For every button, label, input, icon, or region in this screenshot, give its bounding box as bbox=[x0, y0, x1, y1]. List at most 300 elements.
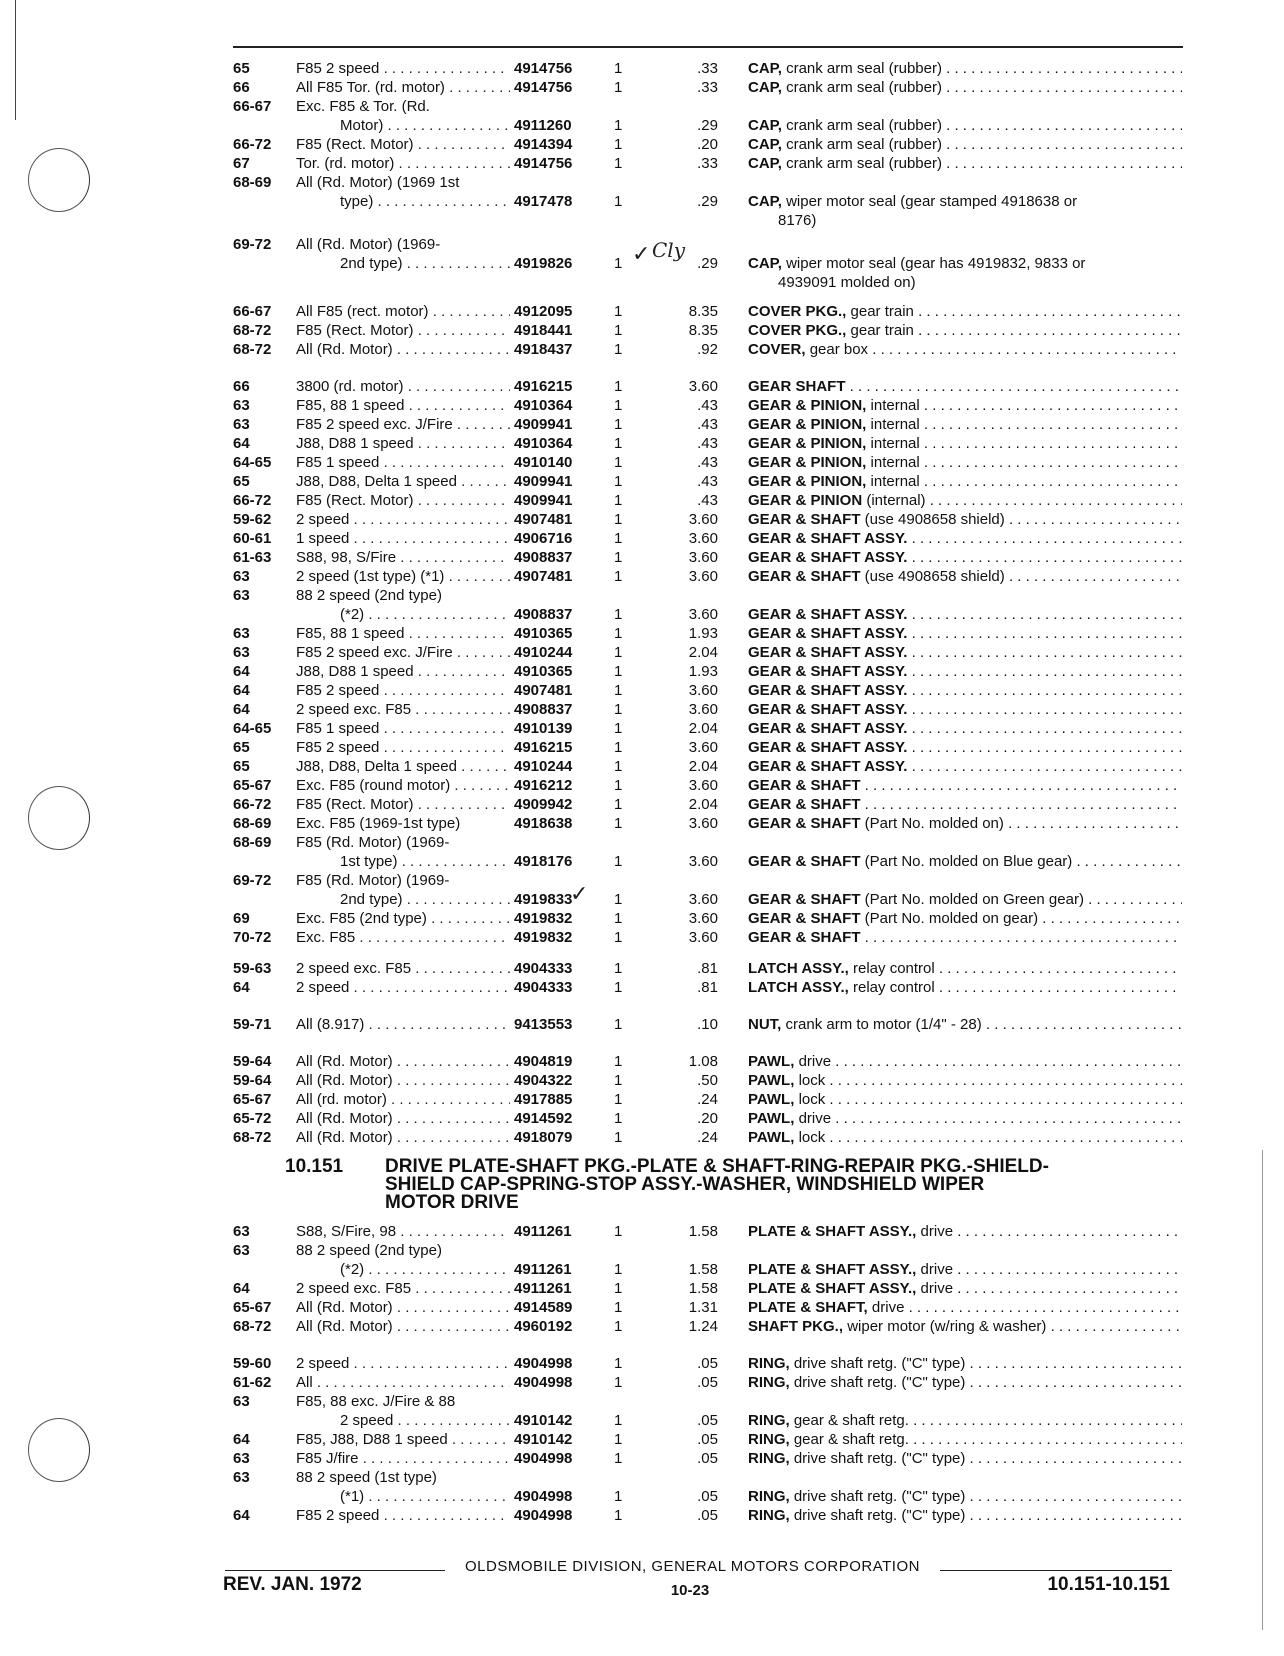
part-number: 4918176 bbox=[514, 853, 573, 870]
model-text: F85, J88, D88 1 speed bbox=[296, 1431, 448, 1448]
model-application bbox=[296, 396, 510, 415]
part-detail: drive . . . bbox=[921, 1261, 1182, 1278]
model-application bbox=[296, 1090, 510, 1109]
model-application bbox=[340, 605, 510, 624]
part-description bbox=[748, 624, 1182, 643]
price: .24 bbox=[697, 1091, 718, 1108]
part-number: 4904998 bbox=[514, 1374, 573, 1391]
part-number: 4910244 bbox=[514, 758, 573, 775]
price: 1.31 bbox=[688, 1299, 718, 1316]
part-name: GEAR & PINION, bbox=[748, 454, 867, 471]
part-detail bbox=[907, 625, 1182, 642]
quantity: 1 bbox=[614, 378, 623, 395]
part-description bbox=[748, 852, 1182, 871]
part-detail: (use 4908658 shield) . . . bbox=[865, 568, 1182, 585]
year-range: 68-69 bbox=[233, 174, 272, 191]
part-description bbox=[748, 1487, 1182, 1506]
year-range: 66-67 bbox=[233, 98, 272, 115]
part-number: 4960192 bbox=[514, 1318, 573, 1335]
table-row bbox=[0, 1430, 1284, 1449]
quantity: 1 bbox=[614, 1261, 623, 1278]
part-detail bbox=[907, 739, 1182, 756]
table-row bbox=[0, 116, 1284, 135]
table-row bbox=[0, 548, 1284, 567]
year-range: 64 bbox=[233, 682, 250, 699]
price: 1.08 bbox=[688, 1053, 718, 1070]
part-detail bbox=[861, 929, 1183, 946]
part-number: 4904998 bbox=[514, 1488, 573, 1505]
model-application bbox=[296, 567, 510, 586]
part-number: 4904322 bbox=[514, 1072, 573, 1089]
part-number: 4916215 bbox=[514, 739, 573, 756]
part-number: 4914592 bbox=[514, 1110, 573, 1127]
part-name: GEAR & SHAFT bbox=[748, 910, 861, 927]
year-range: 59-62 bbox=[233, 511, 272, 528]
part-name: RING, bbox=[748, 1450, 790, 1467]
model-application bbox=[296, 1373, 510, 1392]
quantity: 1 bbox=[614, 136, 623, 153]
quantity: 1 bbox=[614, 758, 623, 775]
year-range: 65 bbox=[233, 473, 250, 490]
part-detail: crank arm seal (rubber) . . . bbox=[786, 79, 1182, 96]
part-number: 4910142 bbox=[514, 1431, 573, 1448]
table-row bbox=[0, 1468, 1284, 1487]
model-application bbox=[340, 852, 510, 871]
table-row bbox=[0, 890, 1284, 909]
quantity: 1 bbox=[614, 511, 623, 528]
quantity: 1 bbox=[614, 606, 623, 623]
quantity: 1 bbox=[614, 79, 623, 96]
model-text: 2 speed exc. F85 bbox=[296, 960, 412, 977]
model-text: 88 2 speed (1st type) bbox=[296, 1469, 437, 1486]
model-application bbox=[296, 700, 510, 719]
model-application bbox=[296, 833, 510, 852]
model-application bbox=[296, 909, 510, 928]
year-range: 70-72 bbox=[233, 929, 272, 946]
model-text: All (Rd. Motor) bbox=[296, 341, 393, 358]
table-row bbox=[0, 1109, 1284, 1128]
price: 3.60 bbox=[688, 891, 718, 908]
model-text: Exc. F85 (2nd type) bbox=[296, 910, 427, 927]
part-name: GEAR & SHAFT ASSY. bbox=[748, 758, 908, 775]
price: 1.58 bbox=[688, 1223, 718, 1240]
model-application bbox=[340, 1260, 510, 1279]
model-application bbox=[296, 154, 510, 173]
table-row bbox=[0, 978, 1284, 997]
model-application bbox=[296, 1317, 510, 1336]
model-application bbox=[296, 1430, 510, 1449]
part-name: GEAR & SHAFT bbox=[748, 891, 861, 908]
part-number: 4904998 bbox=[514, 1355, 573, 1372]
table-row bbox=[0, 321, 1284, 340]
model-application bbox=[296, 1222, 510, 1241]
part-description bbox=[748, 605, 1182, 624]
price: .20 bbox=[697, 136, 718, 153]
table-row bbox=[0, 1411, 1284, 1430]
model-text: J88, D88, Delta 1 speed bbox=[296, 473, 457, 490]
part-name: RING, bbox=[748, 1507, 790, 1524]
price: .05 bbox=[697, 1431, 718, 1448]
quantity: 1 bbox=[614, 193, 623, 210]
part-number: 4910365 bbox=[514, 663, 573, 680]
price: .29 bbox=[697, 193, 718, 210]
part-name: GEAR & PINION, bbox=[748, 435, 867, 452]
part-number: 4904333 bbox=[514, 979, 573, 996]
part-description bbox=[748, 1373, 1182, 1392]
price: 3.60 bbox=[688, 378, 718, 395]
model-application bbox=[296, 173, 510, 192]
part-name: CAP, bbox=[748, 136, 782, 153]
part-name: GEAR & SHAFT bbox=[748, 511, 861, 528]
model-application bbox=[296, 1392, 510, 1411]
part-detail: gear & shaft retg. . . . bbox=[794, 1412, 1182, 1429]
model-text: 2 speed bbox=[296, 511, 350, 528]
year-range: 59-63 bbox=[233, 960, 272, 977]
quantity: 1 bbox=[614, 416, 623, 433]
quantity: 1 bbox=[614, 625, 623, 642]
model-text: Motor) bbox=[340, 117, 384, 134]
table-row bbox=[0, 154, 1284, 173]
part-number: 4907481 bbox=[514, 682, 573, 699]
part-name: GEAR & SHAFT ASSY. bbox=[748, 606, 908, 623]
model-text: Exc. F85 & Tor. (Rd. bbox=[296, 98, 430, 115]
part-description bbox=[748, 776, 1182, 795]
table-row bbox=[0, 340, 1284, 359]
part-detail: (use 4908658 shield) . . . bbox=[865, 511, 1182, 528]
part-description bbox=[778, 273, 1182, 292]
year-range: 59-64 bbox=[233, 1053, 272, 1070]
part-name: PAWL, bbox=[748, 1110, 795, 1127]
year-range: 60-61 bbox=[233, 530, 272, 547]
part-number: 4914394 bbox=[514, 136, 573, 153]
part-name: GEAR & SHAFT bbox=[748, 796, 861, 813]
part-number: 4907481 bbox=[514, 511, 573, 528]
model-text: F85 2 speed bbox=[296, 1507, 380, 1524]
part-name: RING, bbox=[748, 1488, 790, 1505]
part-name: COVER PKG., bbox=[748, 303, 847, 320]
part-number: 4911261 bbox=[514, 1223, 572, 1240]
part-name: GEAR & SHAFT bbox=[748, 568, 861, 585]
price: 3.60 bbox=[688, 815, 718, 832]
model-application bbox=[296, 624, 510, 643]
part-detail: wiper motor seal (gear stamped 4918638 or bbox=[786, 193, 1078, 210]
table-row bbox=[0, 1449, 1284, 1468]
price: .43 bbox=[697, 492, 718, 509]
table-row bbox=[0, 1128, 1284, 1147]
part-name: CAP, bbox=[748, 255, 782, 272]
price: .33 bbox=[697, 79, 718, 96]
model-application bbox=[296, 795, 510, 814]
model-application bbox=[296, 415, 510, 434]
year-range: 64 bbox=[233, 435, 250, 452]
part-description bbox=[748, 340, 1182, 359]
price: .43 bbox=[697, 435, 718, 452]
price: 3.60 bbox=[688, 549, 718, 566]
table-row bbox=[0, 1052, 1284, 1071]
part-name: CAP, bbox=[748, 117, 782, 134]
part-detail: gear train . . . bbox=[851, 303, 1182, 320]
part-detail: (Part No. molded on gear) . . . bbox=[865, 910, 1182, 927]
table-row bbox=[0, 173, 1284, 192]
quantity: 1 bbox=[614, 910, 623, 927]
part-number: 9413553 bbox=[514, 1016, 573, 1033]
model-text: 2 speed bbox=[340, 1412, 394, 1429]
part-number: 4912095 bbox=[514, 303, 573, 320]
part-detail bbox=[907, 720, 1182, 737]
part-number: 4904819 bbox=[514, 1053, 573, 1070]
year-range: 64 bbox=[233, 1280, 250, 1297]
part-description bbox=[748, 719, 1182, 738]
price: .05 bbox=[697, 1450, 718, 1467]
table-row bbox=[0, 700, 1284, 719]
price: .43 bbox=[697, 454, 718, 471]
part-number: 4909941 bbox=[514, 473, 573, 490]
price: .29 bbox=[697, 255, 718, 272]
model-text: 2 speed (1st type) (*1) bbox=[296, 568, 445, 585]
table-row bbox=[0, 1279, 1284, 1298]
model-text: 1st type) bbox=[340, 853, 398, 870]
year-range: 65-67 bbox=[233, 1091, 272, 1108]
model-application bbox=[296, 1071, 510, 1090]
part-description bbox=[748, 491, 1182, 510]
part-detail: wiper motor seal (gear has 4919832, 9833 or bbox=[786, 255, 1086, 272]
part-name: GEAR & SHAFT ASSY. bbox=[748, 530, 908, 547]
part-number: 4909941 bbox=[514, 416, 573, 433]
part-detail bbox=[907, 606, 1182, 623]
part-description bbox=[748, 1052, 1182, 1071]
quantity: 1 bbox=[614, 663, 623, 680]
quantity: 1 bbox=[614, 1318, 623, 1335]
part-number: 4919826 bbox=[514, 255, 573, 272]
part-name: GEAR & PINION, bbox=[748, 473, 867, 490]
model-text: All (Rd. Motor) bbox=[296, 1072, 393, 1089]
part-number: 4914756 bbox=[514, 79, 573, 96]
model-application bbox=[296, 97, 510, 116]
quantity: 1 bbox=[614, 739, 623, 756]
model-text: F85 (Rd. Motor) (1969- bbox=[296, 872, 450, 889]
part-name: GEAR & SHAFT ASSY. bbox=[748, 625, 908, 642]
part-description bbox=[748, 700, 1182, 719]
model-application bbox=[296, 377, 510, 396]
table-row bbox=[0, 814, 1284, 833]
part-number: 4910244 bbox=[514, 644, 573, 661]
table-row bbox=[0, 795, 1284, 814]
part-detail: drive shaft retg. ("C" type) . . . bbox=[794, 1355, 1182, 1372]
price: 3.60 bbox=[688, 929, 718, 946]
part-description bbox=[748, 662, 1182, 681]
part-name: GEAR SHAFT bbox=[748, 378, 846, 395]
price: 3.60 bbox=[688, 777, 718, 794]
section-range: 10.151-10.151 bbox=[1047, 1574, 1170, 1595]
part-name: GEAR & PINION, bbox=[748, 416, 867, 433]
price: 2.04 bbox=[688, 720, 718, 737]
part-name: GEAR & SHAFT ASSY. bbox=[748, 701, 908, 718]
part-detail bbox=[907, 644, 1182, 661]
part-description bbox=[748, 959, 1182, 978]
quantity: 1 bbox=[614, 549, 623, 566]
part-name: CAP, bbox=[748, 193, 782, 210]
quantity: 1 bbox=[614, 341, 623, 358]
part-description bbox=[748, 757, 1182, 776]
model-text: J88, D88 1 speed bbox=[296, 663, 414, 680]
model-application bbox=[296, 434, 510, 453]
table-row bbox=[0, 719, 1284, 738]
part-description bbox=[748, 192, 1182, 211]
part-number: 4911261 bbox=[514, 1280, 572, 1297]
part-detail: relay control . . . bbox=[853, 979, 1182, 996]
part-name: PAWL, bbox=[748, 1072, 795, 1089]
year-range: 66 bbox=[233, 79, 250, 96]
model-application bbox=[296, 321, 510, 340]
price: .10 bbox=[697, 1016, 718, 1033]
year-range: 68-72 bbox=[233, 322, 272, 339]
table-row bbox=[0, 624, 1284, 643]
year-range: 63 bbox=[233, 416, 250, 433]
part-number: 4919832 bbox=[514, 929, 573, 946]
part-detail: gear train . . . bbox=[851, 322, 1182, 339]
part-detail: drive shaft retg. ("C" type) . . . bbox=[794, 1507, 1182, 1524]
part-name: COVER PKG., bbox=[748, 322, 847, 339]
year-range: 66 bbox=[233, 378, 250, 395]
part-detail: wiper motor (w/ring & washer) . . . bbox=[847, 1318, 1182, 1335]
model-text: All (8.917) bbox=[296, 1016, 365, 1033]
part-detail: drive . . . bbox=[799, 1053, 1182, 1070]
year-range: 59-64 bbox=[233, 1072, 272, 1089]
part-detail: (Part No. molded on Green gear) . . . bbox=[865, 891, 1182, 908]
year-range: 68-72 bbox=[233, 341, 272, 358]
year-range: 65-67 bbox=[233, 777, 272, 794]
part-number: 4916215 bbox=[514, 378, 573, 395]
quantity: 1 bbox=[614, 530, 623, 547]
year-range: 66-72 bbox=[233, 796, 272, 813]
model-text: F85, 88 1 speed bbox=[296, 625, 405, 642]
table-row bbox=[0, 586, 1284, 605]
part-name: GEAR & SHAFT bbox=[748, 815, 861, 832]
model-application bbox=[296, 814, 510, 833]
table-row bbox=[0, 78, 1284, 97]
price: .05 bbox=[697, 1412, 718, 1429]
part-description bbox=[748, 814, 1182, 833]
model-application bbox=[296, 548, 510, 567]
price: .43 bbox=[697, 397, 718, 414]
table-row bbox=[0, 453, 1284, 472]
model-application bbox=[296, 1015, 510, 1034]
quantity: 1 bbox=[614, 1072, 623, 1089]
table-row bbox=[0, 643, 1284, 662]
part-description bbox=[748, 321, 1182, 340]
quantity: 1 bbox=[614, 568, 623, 585]
price: 1.58 bbox=[688, 1280, 718, 1297]
model-application bbox=[296, 135, 510, 154]
part-name: GEAR & PINION, bbox=[748, 397, 867, 414]
part-name: GEAR & SHAFT bbox=[748, 929, 861, 946]
part-name: PAWL, bbox=[748, 1091, 795, 1108]
table-row bbox=[0, 302, 1284, 321]
quantity: 1 bbox=[614, 701, 623, 718]
price: 3.60 bbox=[688, 701, 718, 718]
quantity: 1 bbox=[614, 1091, 623, 1108]
model-text: F85 (Rect. Motor) bbox=[296, 322, 414, 339]
part-number: 4908837 bbox=[514, 549, 573, 566]
table-row bbox=[0, 1071, 1284, 1090]
table-row bbox=[0, 1222, 1284, 1241]
model-application bbox=[296, 1298, 510, 1317]
quantity: 1 bbox=[614, 720, 623, 737]
table-row bbox=[0, 567, 1284, 586]
part-description bbox=[748, 472, 1182, 491]
year-range: 63 bbox=[233, 1469, 250, 1486]
quantity: 1 bbox=[614, 644, 623, 661]
model-application bbox=[296, 978, 510, 997]
quantity: 1 bbox=[614, 815, 623, 832]
part-name: RING, bbox=[748, 1355, 790, 1372]
price: 3.60 bbox=[688, 530, 718, 547]
part-name: GEAR & SHAFT ASSY. bbox=[748, 682, 908, 699]
part-name: PLATE & SHAFT ASSY., bbox=[748, 1280, 917, 1297]
price: .92 bbox=[697, 341, 718, 358]
year-range: 66-72 bbox=[233, 492, 272, 509]
model-application bbox=[296, 453, 510, 472]
model-text: F85 (Rect. Motor) bbox=[296, 492, 414, 509]
model-application bbox=[340, 116, 510, 135]
year-range: 68-69 bbox=[233, 815, 272, 832]
part-description bbox=[748, 529, 1182, 548]
model-text: S88, 98, S/Fire bbox=[296, 549, 397, 566]
price: .05 bbox=[697, 1507, 718, 1524]
table-row bbox=[0, 662, 1284, 681]
quantity: 1 bbox=[614, 796, 623, 813]
model-text: All F85 Tor. (rd. motor) bbox=[296, 79, 445, 96]
model-application bbox=[296, 738, 510, 757]
part-number: 4918441 bbox=[514, 322, 573, 339]
part-detail: crank arm seal (rubber) . . . bbox=[786, 117, 1182, 134]
part-detail: internal . . . bbox=[871, 454, 1182, 471]
model-text: 2nd type) bbox=[340, 255, 403, 272]
model-text: F85 2 speed bbox=[296, 60, 380, 77]
model-application bbox=[340, 890, 510, 909]
price: 3.60 bbox=[688, 853, 718, 870]
part-detail bbox=[907, 530, 1182, 547]
table-row bbox=[0, 97, 1284, 116]
model-text: 1 speed bbox=[296, 530, 350, 547]
year-range: 66-72 bbox=[233, 136, 272, 153]
part-detail: drive . . . bbox=[921, 1280, 1182, 1297]
part-description bbox=[748, 434, 1182, 453]
part-name: RING, bbox=[748, 1412, 790, 1429]
part-name: RING, bbox=[748, 1431, 790, 1448]
price: 3.60 bbox=[688, 682, 718, 699]
price: 2.04 bbox=[688, 796, 718, 813]
part-description bbox=[748, 1317, 1182, 1336]
quantity: 1 bbox=[614, 60, 623, 77]
price: 1.93 bbox=[688, 663, 718, 680]
model-application bbox=[340, 192, 510, 211]
quantity: 1 bbox=[614, 929, 623, 946]
section-title: DRIVE PLATE-SHAFT PKG.-PLATE & SHAFT-RING-REPAIR PKG.-SHIELD- SHIELD CAP-SPRING-STOP ASSY.-WASHER, WINDSHIELD WIPER MOTOR DRIVE bbox=[385, 1156, 1049, 1213]
model-text: F85, 88 1 speed bbox=[296, 397, 405, 414]
part-detail bbox=[861, 796, 1183, 813]
year-range: 67 bbox=[233, 155, 250, 172]
part-detail bbox=[846, 378, 1183, 395]
part-description bbox=[748, 1128, 1182, 1147]
model-application bbox=[296, 235, 510, 254]
table-row bbox=[0, 1298, 1284, 1317]
part-number: 4910365 bbox=[514, 625, 573, 642]
part-name: GEAR & SHAFT bbox=[748, 853, 861, 870]
part-detail: (Part No. molded on) . . . bbox=[865, 815, 1182, 832]
model-text: All (Rd. Motor) bbox=[296, 1053, 393, 1070]
part-number: 4907481 bbox=[514, 568, 573, 585]
